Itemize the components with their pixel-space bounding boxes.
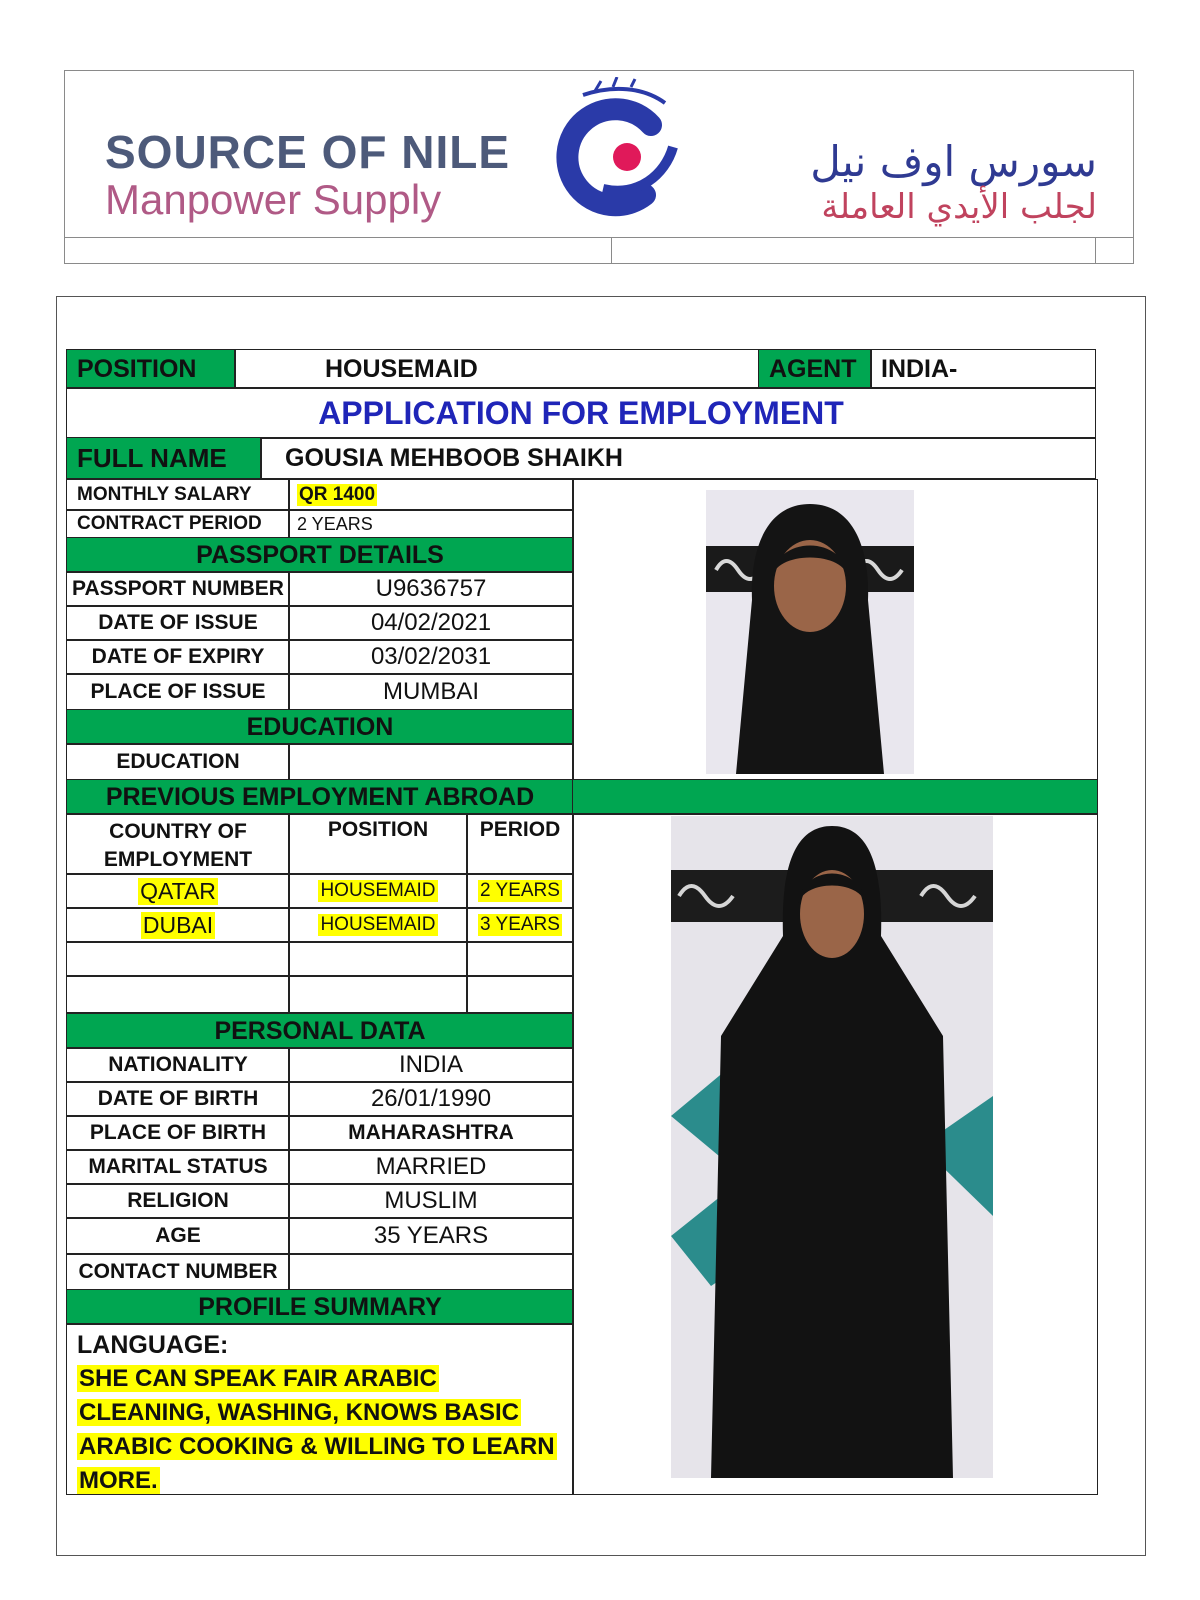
company-name-arabic-line1: سورس اوف نيل [810,137,1097,186]
passport-number-label: PASSPORT NUMBER [72,577,284,600]
personal-section-title: PERSONAL DATA [214,1016,426,1045]
pob-value: MAHARASHTRA [348,1121,514,1144]
col-position-label: POSITION [327,818,429,841]
employment-section-header-right [572,779,1098,815]
salary-value-cell [288,479,574,511]
education-section-header [66,709,574,745]
nationality-label: NATIONALITY [108,1053,248,1076]
issue-date-value-cell [288,605,574,641]
pob-value-cell [288,1115,574,1151]
education-section-title: EDUCATION [246,712,394,741]
contract-period-value: 2 YEARS [297,513,373,534]
portrait-photo [706,490,914,774]
dob-value: 26/01/1990 [370,1085,492,1112]
company-name-arabic [810,137,1097,227]
full-name-value-cell [260,437,1096,479]
contact-value-cell [288,1253,574,1291]
expiry-date-value: 03/02/2031 [370,643,492,670]
age-label: AGE [155,1224,201,1247]
passport-number-value: U9636757 [375,575,487,602]
position-value: HOUSEMAID [325,354,478,383]
profile-section-header [66,1289,574,1325]
religion-label-cell [66,1183,290,1219]
company-name-line1: SOURCE OF NILE [105,126,511,178]
personal-section-header [66,1013,574,1049]
employment-row-4-country [66,975,290,1013]
letterhead [64,70,1134,264]
salary-value: QR 1400 [299,484,376,505]
pob-label: PLACE OF BIRTH [89,1121,267,1144]
marital-status-value-cell [288,1149,574,1185]
letterhead-footer-row [65,237,1133,263]
employment-row-3-period [466,941,574,977]
dob-label-cell [66,1081,290,1117]
employment-row-2-period [466,907,574,943]
company-name-arabic-line2: لجلب الأيدي العاملة [821,187,1097,227]
nationality-label-cell [66,1047,290,1083]
salary-label-cell [66,479,290,511]
full-body-photo [671,816,993,1478]
contract-period-value-cell [288,509,574,539]
employment-section-header [66,779,574,815]
profile-section-title: PROFILE SUMMARY [198,1292,442,1321]
employment-row-1-period [466,873,574,909]
contract-period-label: CONTRACT PERIOD [77,513,262,534]
application-title-cell [66,387,1096,439]
employment-country: DUBAI [142,911,214,938]
agent-label: AGENT [769,354,857,383]
col-country-header [66,813,290,875]
dob-label: DATE OF BIRTH [97,1087,259,1110]
expiry-date-label-cell [66,639,290,675]
profile-summary-cell [66,1323,574,1495]
summary-line: CLEANING, WASHING, KNOWS BASIC [79,1399,520,1426]
salary-label: MONTHLY SALARY [77,484,252,505]
position-label: POSITION [77,354,197,383]
nationality-value: INDIA [398,1051,463,1078]
col-country-label: COUNTRY OF EMPLOYMENT [103,820,253,871]
company-logo-icon [543,77,693,227]
col-period-label: PERIOD [479,818,561,841]
passport-section-title: PASSPORT DETAILS [196,540,444,569]
summary-line: SHE CAN SPEAK FAIR ARABIC [79,1365,437,1392]
employment-position: HOUSEMAID [320,880,436,901]
contact-label-cell [66,1253,290,1291]
passport-number-value-cell [288,571,574,607]
agent-value: INDIA- [881,354,958,383]
full-name-label-cell [66,437,262,479]
issue-date-value: 04/02/2021 [370,609,492,636]
religion-value: MUSLIM [384,1187,478,1214]
pob-label-cell [66,1115,290,1151]
employment-period: 2 YEARS [480,880,560,901]
employment-row-3-country [66,941,290,977]
expiry-date-value-cell [288,639,574,675]
issue-date-label-cell [66,605,290,641]
employment-row-3-position [288,941,468,977]
employment-row-1-country [66,873,290,909]
education-label: EDUCATION [116,750,240,773]
position-value-cell [234,349,760,389]
education-label-cell [66,743,290,781]
employment-period: 3 YEARS [480,914,560,935]
expiry-date-label: DATE OF EXPIRY [91,645,265,668]
issue-date-label: DATE OF ISSUE [98,611,258,634]
employment-country: QATAR [140,877,216,904]
marital-status-label-cell [66,1149,290,1185]
company-name-line2: Manpower Supply [105,176,442,223]
summary-line: MORE. [79,1467,158,1494]
employment-row-2-country [66,907,290,943]
agent-label-cell [758,349,872,389]
education-value-cell [288,743,574,781]
dob-value-cell [288,1081,574,1117]
religion-value-cell [288,1183,574,1219]
nationality-value-cell [288,1047,574,1083]
full-name-label: FULL NAME [77,442,227,473]
application-title: APPLICATION FOR EMPLOYMENT [318,394,844,431]
col-period-header [466,813,574,875]
place-of-issue-value: MUMBAI [383,678,479,705]
employment-row-4-position [288,975,468,1013]
employment-position: HOUSEMAID [320,914,436,935]
marital-status-value: MARRIED [375,1153,487,1180]
contract-period-label-cell [66,509,290,539]
employment-row-2-position [288,907,468,943]
employment-row-4-period [466,975,574,1013]
position-label-cell [66,349,236,389]
language-label: LANGUAGE: [77,1331,229,1359]
col-position-header [288,813,468,875]
religion-label: RELIGION [127,1189,229,1212]
summary-line: ARABIC COOKING & WILLING TO LEARN [79,1433,555,1460]
marital-status-label: MARITAL STATUS [88,1155,268,1178]
employment-row-1-position [288,873,468,909]
full-name-value: GOUSIA MEHBOOB SHAIKH [285,443,623,472]
passport-number-label-cell [66,571,290,607]
contact-label: CONTACT NUMBER [78,1260,278,1283]
employment-section-title: PREVIOUS EMPLOYMENT ABROAD [105,782,535,811]
age-value: 35 YEARS [373,1222,489,1249]
place-of-issue-label-cell [66,673,290,711]
passport-section-header [66,537,574,573]
agent-value-cell [870,349,1096,389]
age-label-cell [66,1217,290,1255]
place-of-issue-value-cell [288,673,574,711]
place-of-issue-label: PLACE OF ISSUE [90,680,266,703]
age-value-cell [288,1217,574,1255]
company-name-english [105,127,510,223]
